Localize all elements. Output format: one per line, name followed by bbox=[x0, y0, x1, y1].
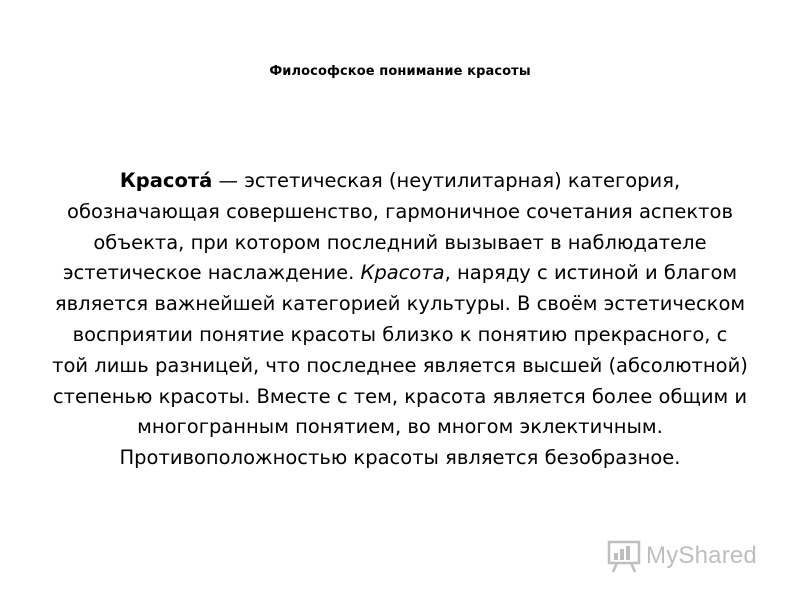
watermark-logo bbox=[606, 536, 757, 576]
term-italic: Красота bbox=[360, 261, 445, 285]
body-text-part-1: — эстетическая (неутилитарная) категория, обозначающая совершенство, гармоничное сочетания аспектов объекта, при котором последний вызывает в наблюдателе эстетическое наслаждение. bbox=[62, 169, 733, 285]
presentation-board-icon bbox=[606, 538, 642, 574]
slide-title: Философское понимание красоты bbox=[269, 64, 531, 79]
slide-body-text bbox=[52, 166, 748, 474]
term-bold: Красота́ bbox=[119, 169, 213, 192]
body-text-part-2: , наряду с истиной и благом является важнейшей категорией культуры. В своём эстетическом восприятии понятие красоты близко к понятию прекрасного, с той лишь разницей, что последнее является высшей (абсолютной) степенью красоты. Вместе с тем, красота является более общим и многогранным понятием, во многом эклектичным. Противоположностью красоты является безобразное. bbox=[52, 261, 748, 470]
watermark-text: MyShared bbox=[646, 542, 757, 569]
